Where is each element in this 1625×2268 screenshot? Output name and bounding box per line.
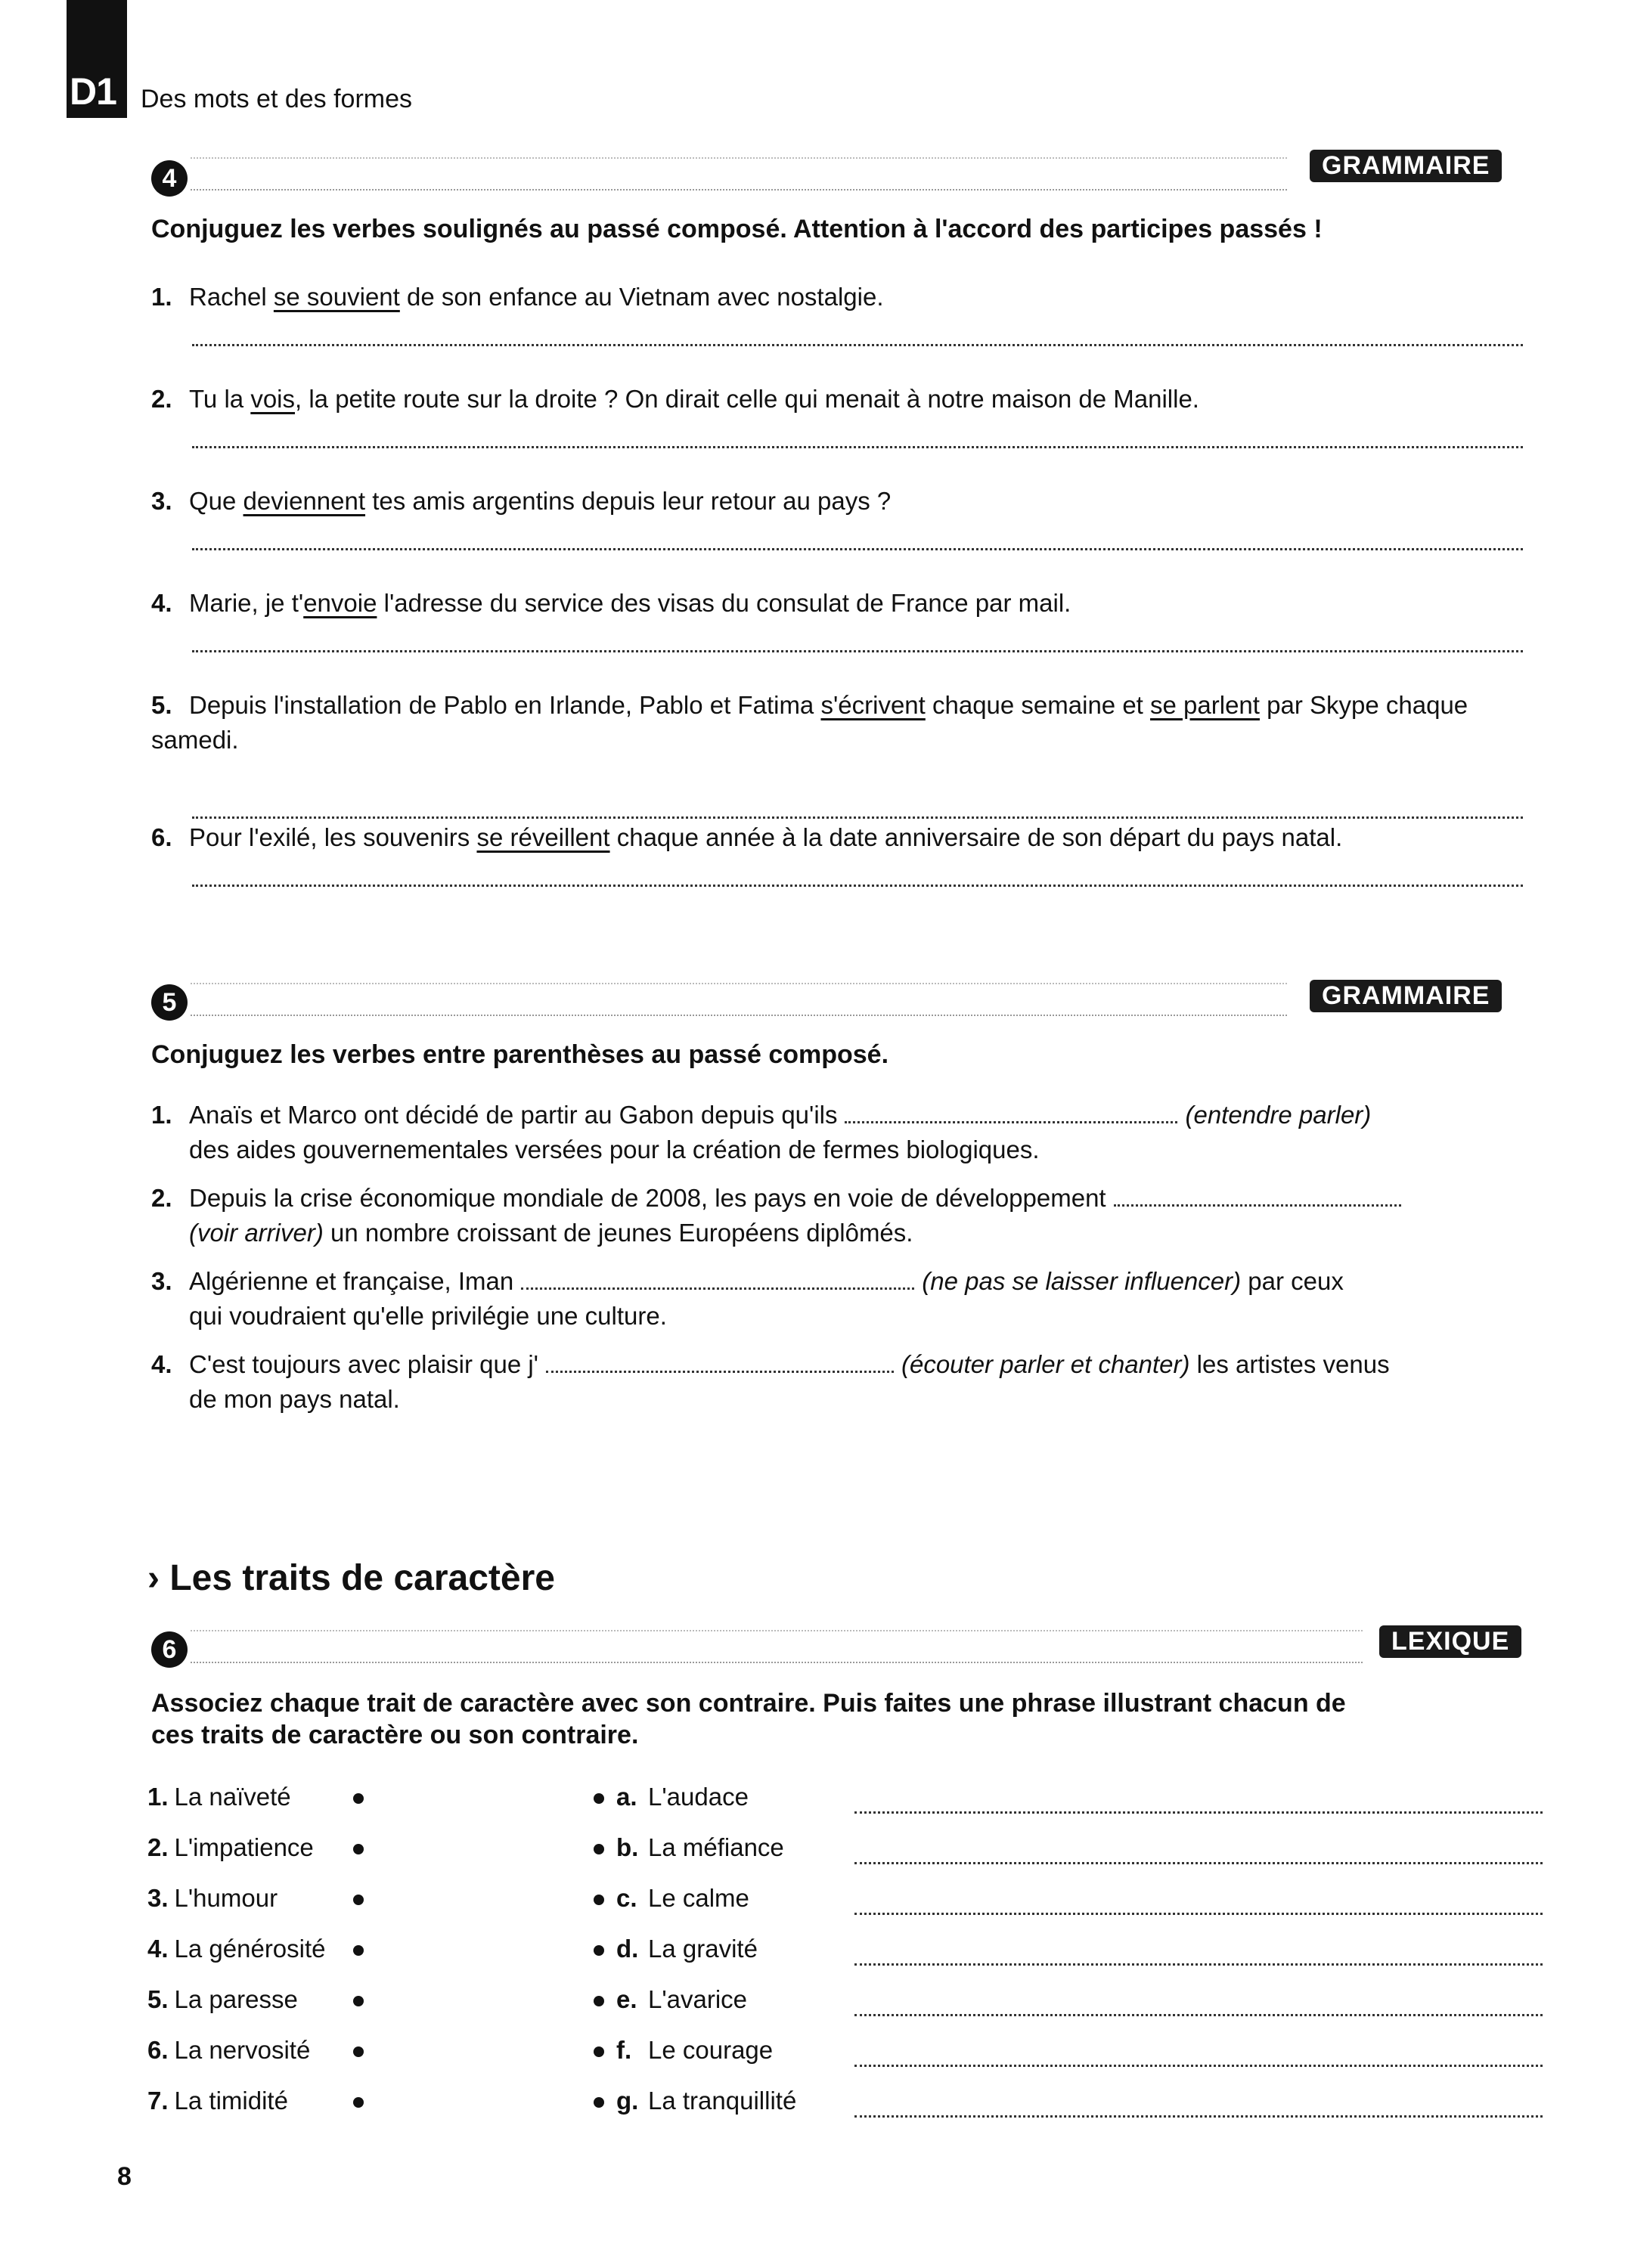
left-item — [147, 1985, 298, 2014]
match-dot-left[interactable] — [353, 1793, 364, 1804]
grammar-badge: GRAMMAIRE — [1310, 150, 1502, 182]
item-text: C'est toujours avec plaisir que j' — [189, 1350, 538, 1378]
instruction: Associez chaque trait de caractère avec son contraire. Puis faites une phrase illustrant chacun de — [151, 1689, 1346, 1718]
item-letter: b. — [616, 1833, 639, 1861]
item-text: Tu la — [189, 385, 251, 413]
item-letter: a. — [616, 1783, 637, 1811]
item-letter: d. — [616, 1935, 639, 1963]
match-dot-left[interactable] — [353, 1996, 364, 2006]
answer-line[interactable] — [854, 2014, 1543, 2016]
left-item — [147, 2036, 310, 2065]
item-text: La paresse — [174, 1985, 298, 2013]
item-text: un nombre croissant de jeunes Européens diplômés. — [330, 1219, 913, 1247]
underlined-verb: envoie — [303, 589, 377, 617]
item-text: chaque année à la date anniversaire de son départ du pays natal. — [609, 823, 1343, 851]
match-dot-left[interactable] — [353, 1945, 364, 1956]
instruction: ces traits de caractère ou son contraire. — [151, 1721, 639, 1749]
exercise-item — [151, 1264, 1535, 1334]
item-text: L'avarice — [648, 1985, 748, 2013]
item-text: de mon pays natal. — [189, 1385, 400, 1413]
chapter-title: Des mots et des formes — [141, 85, 413, 113]
right-item — [616, 2036, 773, 2065]
answer-line[interactable] — [192, 344, 1523, 346]
underlined-verb: se parlent — [1150, 691, 1260, 719]
match-dot-left[interactable] — [353, 2097, 364, 2108]
item-text: L'humour — [174, 1884, 278, 1912]
left-item — [147, 1884, 278, 1913]
item-text: La générosité — [174, 1935, 326, 1963]
exercise-number: 4 — [151, 160, 188, 197]
lexique-badge: LEXIQUE — [1379, 1625, 1521, 1658]
exercise-number: 6 — [151, 1631, 188, 1668]
answer-line[interactable] — [192, 446, 1523, 448]
smudged-title — [191, 1630, 1363, 1663]
answer-blank[interactable] — [845, 1121, 1177, 1123]
item-text: Depuis la crise économique mondiale de 2008, les pays en voie de développement — [189, 1184, 1106, 1212]
item-number: 5. — [151, 691, 172, 719]
verb-hint: (voir arriver) — [189, 1219, 324, 1247]
item-number: 3. — [151, 487, 172, 515]
instruction: Conjuguez les verbes entre parenthèses au passé composé. — [151, 1040, 889, 1069]
verb-hint: (écouter parler et chanter) — [901, 1350, 1190, 1378]
answer-line[interactable] — [854, 1811, 1543, 1814]
item-number: 1. — [147, 1783, 169, 1811]
match-dot-left[interactable] — [353, 1844, 364, 1854]
right-item — [616, 1935, 758, 1963]
item-text: Pour l'exilé, les souvenirs — [189, 823, 477, 851]
item-number: 1. — [151, 1101, 172, 1129]
verb-hint: (entendre parler) — [1185, 1101, 1372, 1129]
right-item — [616, 1833, 784, 1862]
exercise-item — [151, 1181, 1535, 1250]
match-dot-right[interactable] — [594, 2046, 604, 2057]
verb-hint: (ne pas se laisser influencer) — [922, 1267, 1242, 1295]
item-text: La méfiance — [648, 1833, 784, 1861]
item-text: La tranquillité — [648, 2087, 797, 2115]
right-item — [616, 1985, 747, 2014]
item-number: 4. — [151, 589, 172, 617]
item-text: , la petite route sur la droite ? On dirait celle qui menait à notre maison de Manille. — [295, 385, 1199, 413]
exercise-item — [151, 688, 1527, 758]
underlined-verb: se réveillent — [476, 823, 610, 851]
item-number: 6. — [151, 823, 172, 851]
page-number: 8 — [117, 2162, 132, 2191]
item-text: qui voudraient qu'elle privilégie une culture. — [189, 1302, 667, 1330]
answer-line[interactable] — [854, 1913, 1543, 1915]
left-item — [147, 1935, 326, 1963]
match-dot-right[interactable] — [594, 1844, 604, 1854]
grammar-badge: GRAMMAIRE — [1310, 980, 1502, 1012]
item-number: 6. — [147, 2036, 169, 2064]
match-dot-left[interactable] — [353, 1895, 364, 1905]
item-text: La gravité — [648, 1935, 758, 1963]
item-number: 1. — [151, 283, 172, 311]
item-text: L'audace — [648, 1783, 749, 1811]
item-number: 3. — [151, 1267, 172, 1295]
item-number: 2. — [151, 1184, 172, 1212]
underlined-verb: s'écrivent — [820, 691, 926, 719]
exercise-item — [151, 1098, 1535, 1167]
item-text: Depuis l'installation de Pablo en Irlande, Pablo et Fatima — [189, 691, 821, 719]
exercise-item — [151, 1347, 1535, 1417]
match-dot-right[interactable] — [594, 1945, 604, 1956]
answer-line[interactable] — [192, 548, 1523, 550]
smudged-title — [191, 983, 1287, 1016]
left-item — [147, 2087, 288, 2115]
item-text: Rachel — [189, 283, 274, 311]
unit-label: D1 — [70, 70, 116, 113]
item-number: 4. — [151, 1350, 172, 1378]
underlined-verb: deviennent — [243, 487, 366, 515]
exercise-item — [151, 280, 1527, 314]
left-item — [147, 1783, 291, 1811]
answer-line[interactable] — [192, 650, 1523, 652]
item-text: par Skype chaque samedi. — [151, 691, 1468, 754]
answer-line[interactable] — [854, 1862, 1543, 1864]
match-dot-right[interactable] — [594, 1793, 604, 1804]
item-letter: f. — [616, 2036, 632, 2064]
item-text: par ceux — [1248, 1267, 1344, 1295]
item-text: Le courage — [648, 2036, 774, 2064]
answer-line[interactable] — [192, 885, 1523, 887]
item-letter: e. — [616, 1985, 637, 2013]
item-text: l'adresse du service des visas du consulat de France par mail. — [377, 589, 1071, 617]
item-text: Anaïs et Marco ont décidé de partir au Gabon depuis qu'ils — [189, 1101, 838, 1129]
exercise-item — [151, 484, 1527, 519]
item-text: Que — [189, 487, 243, 515]
item-text: L'impatience — [174, 1833, 314, 1861]
item-number: 2. — [147, 1833, 169, 1861]
match-dot-right[interactable] — [594, 1996, 604, 2006]
item-number: 4. — [147, 1935, 169, 1963]
item-text: Marie, je t' — [189, 589, 304, 617]
item-text: chaque semaine et — [925, 691, 1151, 719]
match-dot-right[interactable] — [594, 2097, 604, 2108]
item-text: de son enfance au Vietnam avec nostalgie. — [399, 283, 884, 311]
left-item — [147, 1833, 314, 1862]
item-text: Algérienne et française, Iman — [189, 1267, 514, 1295]
smudged-title — [191, 157, 1287, 191]
answer-line[interactable] — [854, 1963, 1543, 1966]
item-number: 2. — [151, 385, 172, 413]
right-item — [616, 1783, 749, 1811]
answer-blank[interactable] — [546, 1371, 894, 1373]
right-item — [616, 2087, 796, 2115]
item-number: 3. — [147, 1884, 169, 1912]
underlined-verb: vois — [250, 385, 295, 413]
match-dot-left[interactable] — [353, 2046, 364, 2057]
item-number: 5. — [147, 1985, 169, 2013]
answer-line[interactable] — [192, 816, 1523, 819]
exercise-item — [151, 586, 1527, 621]
section-heading: › Les traits de caractère — [147, 1558, 555, 1598]
exercise-item — [151, 820, 1527, 855]
match-dot-right[interactable] — [594, 1895, 604, 1905]
underlined-verb: se souvient — [273, 283, 400, 311]
right-item — [616, 1884, 749, 1913]
answer-blank[interactable] — [1114, 1204, 1401, 1207]
answer-blank[interactable] — [521, 1287, 914, 1290]
item-text: La timidité — [174, 2087, 288, 2115]
item-text: La naïveté — [174, 1783, 291, 1811]
answer-line[interactable] — [854, 2065, 1543, 2067]
item-text: La nervosité — [174, 2036, 311, 2064]
answer-line[interactable] — [854, 2115, 1543, 2118]
item-number: 7. — [147, 2087, 169, 2115]
item-letter: c. — [616, 1884, 637, 1912]
item-letter: g. — [616, 2087, 639, 2115]
item-text: des aides gouvernementales versées pour la création de fermes biologiques. — [189, 1136, 1040, 1163]
exercise-number: 5 — [151, 984, 188, 1021]
exercise-item — [151, 382, 1527, 417]
instruction: Conjuguez les verbes soulignés au passé composé. Attention à l'accord des participes passés ! — [151, 215, 1323, 243]
item-text: les artistes venus — [1196, 1350, 1390, 1378]
item-text: Le calme — [648, 1884, 749, 1912]
item-text: tes amis argentins depuis leur retour au pays ? — [365, 487, 892, 515]
